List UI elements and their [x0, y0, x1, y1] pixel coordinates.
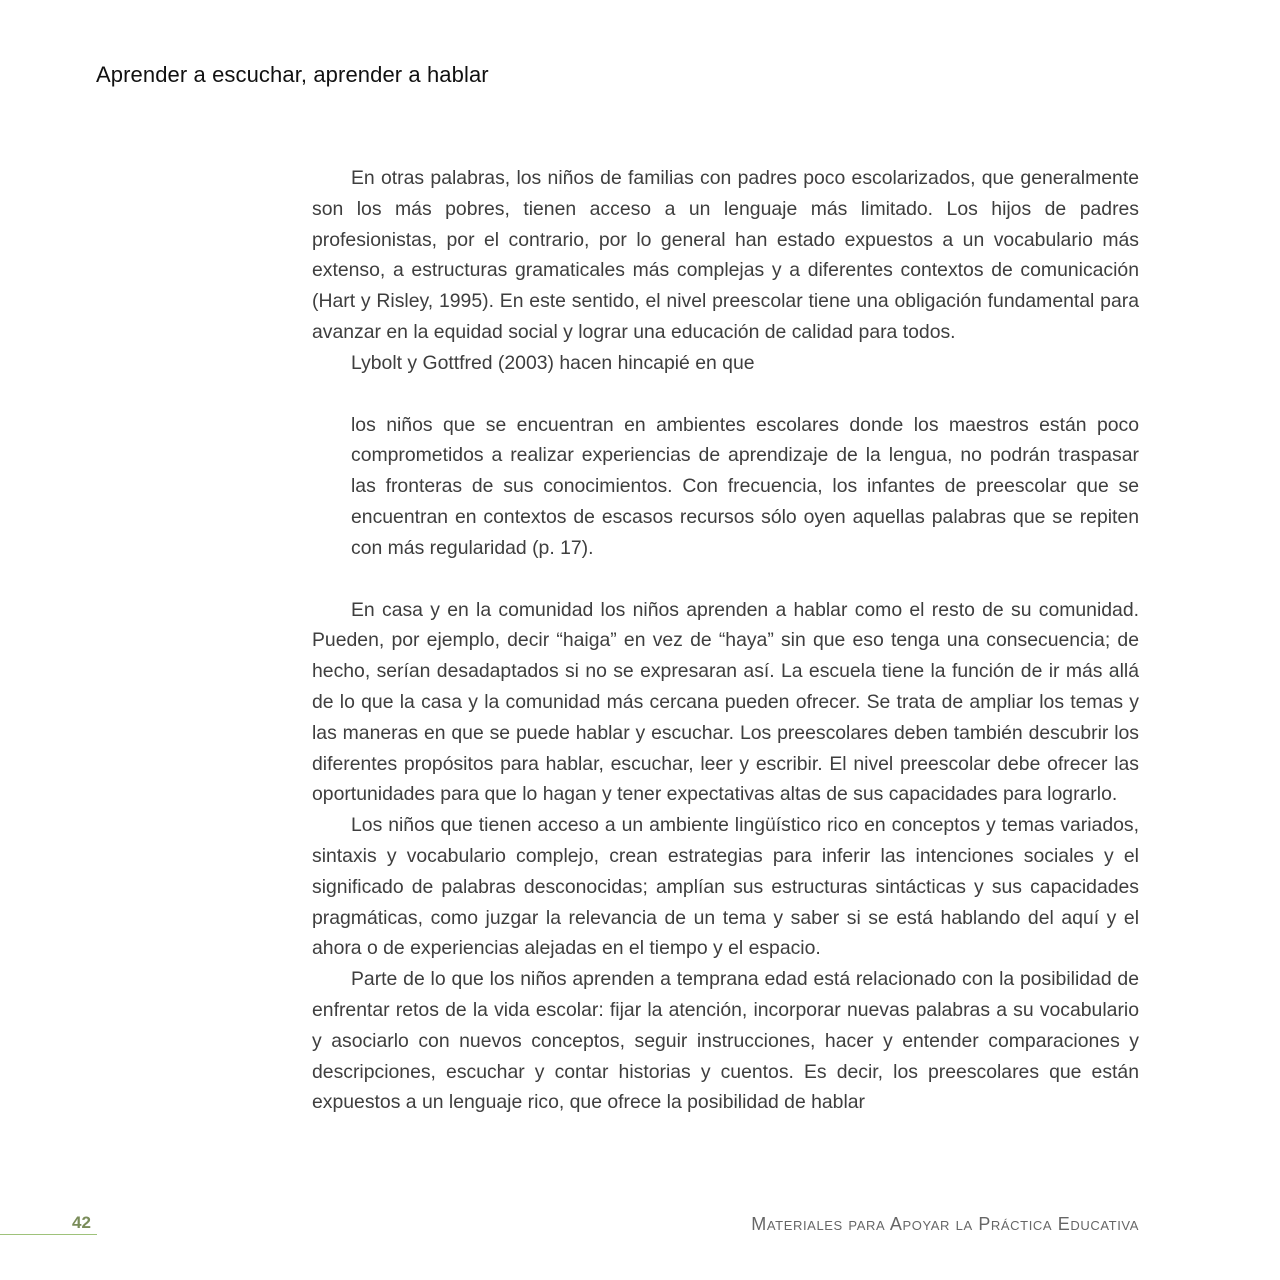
paragraph: En casa y en la comunidad los niños aprenden a hablar como el resto de su comunidad. Pueden, por ejemplo, decir “haiga” en vez de “haya” sin que eso tenga una consecuencia; de hecho, serían desadaptados si no se expresaran así. La escuela tiene la función de ir más allá de lo que la casa y la comunidad más cercana pueden ofrecer. Se trata de ampliar los temas y las maneras en que se puede hablar y escuchar. Los preescolares deben también descubrir los diferentes propósitos para hablar, escuchar, leer y escribir. El nivel preescolar debe ofrecer las oportunidades para que lo hagan y tener expectativas altas de sus capacidades para lograrlo. — [312, 598, 1139, 806]
block-quote: los niños que se encuentran en ambientes escolares donde los maestros están poco comprometidos a realizar experiencias de aprendizaje de la lengua, no podrán traspasar las fronteras de sus conocimientos. Con frecuencia, los infantes de preescolar que se encuentran en contextos de escasos recursos sólo oyen aquellas palabras que se repiten con más regularidad (p. 17). — [351, 413, 1139, 559]
page-title: Aprender a escuchar, aprender a hablar — [96, 62, 489, 87]
paragraph: Los niños que tienen acceso a un ambiente lingüístico rico en conceptos y temas variados, sintaxis y vocabulario complejo, crean estrategias para inferir las intenciones sociales y el significado de palabras desconocidas; amplían sus estructuras sintácticas y sus capacidades pragmáticas, como juzgar la relevancia de un tema y saber si se está hablando del aquí y el ahora o de experiencias alejadas en el tiempo y el espacio. — [312, 814, 1139, 960]
paragraph: Lybolt y Gottfred (2003) hacen hincapié en que — [351, 351, 755, 374]
footer-divider — [0, 1234, 97, 1235]
series-title: Materiales para Apoyar la Práctica Educativa — [751, 1214, 1139, 1234]
body-text — [312, 163, 1139, 1118]
paragraph: Parte de lo que los niños aprenden a temprana edad está relacionado con la posibilidad de enfrentar retos de la vida escolar: fijar la atención, incorporar nuevas palabras a su vocabulario y asociarlo con nuevos conceptos, seguir instrucciones, hacer y entender comparaciones y descripciones, escuchar y contar historias y cuentos. Es decir, los preescolares que están expuestos a un lenguaje rico, que ofrece la posibilidad de hablar — [312, 968, 1139, 1114]
paragraph: En otras palabras, los niños de familias con padres poco escolarizados, que generalmente son los más pobres, tienen acceso a un lenguaje más limitado. Los hijos de padres profesionistas, por el contrario, por lo general han estado expuestos a un vocabulario más extenso, a estructuras gramaticales más complejas y a diferentes contextos de comunicación (Hart y Risley, 1995). En este sentido, el nivel preescolar tiene una obligación fundamental para avanzar en la equidad social y lograr una educación de calidad para todos. — [312, 167, 1139, 343]
page-number: 42 — [72, 1213, 91, 1232]
